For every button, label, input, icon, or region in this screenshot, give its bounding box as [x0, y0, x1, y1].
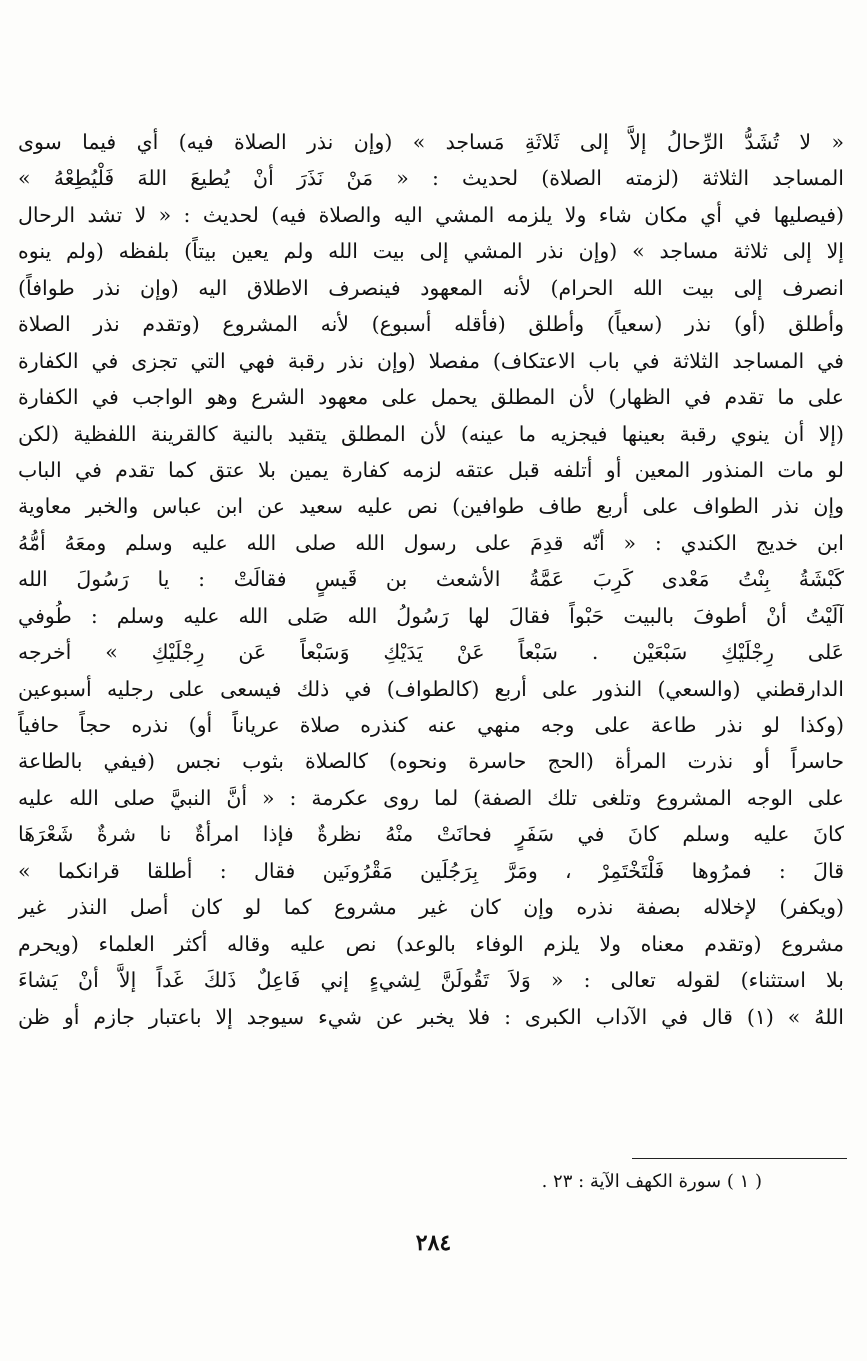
text-line: عَلى رِجْلَيْكِ سَبْعَيْن . سَبْعاً عَنْ يَدَيْكِ وَسَبْعاً عَن رِجْلَيْكِ » أخرجه	[18, 640, 844, 665]
footnote-separator	[632, 1158, 847, 1159]
text-line: على الوجه المشروع وتلغى تلك الصفة) لما روى عكرمة : « أنَّ النبيَّ صلى الله عليه	[18, 785, 844, 810]
text-line: إلا إلى ثلاثة مساجد » (وإن نذر المشي إلى بيت الله ولم يعين بيتاً) بلفظه (ولم ينوه	[18, 239, 844, 264]
text-line: (فيصليها في أي مكان شاء ولا يلزمه المشي اليه والصلاة فيه) لحديث : « لا تشد الرحال	[18, 202, 844, 227]
text-line: المساجد الثلاثة (لزمته الصلاة) لحديث : « مَنْ نَذَرَ أنْ يُطيعَ اللهَ فَلْيُطِعْهُ »	[18, 166, 844, 191]
text-line: وإن نذر الطواف على أربع طاف طوافين) نص عليه سعيد عن ابن عباس والخبر معاوية	[18, 494, 844, 519]
footnote: ( ١ ) سورة الكهف الآية : ٢٣ .	[541, 1171, 762, 1192]
text-line: مشروع (وتقدم معناه ولا يلزم الوفاء بالوعد) نص عليه وقاله أكثر العلماء (ويحرم	[18, 931, 844, 956]
text-line: بلا استثناء) لقوله تعالى : « وَلاَ تَقُولَنَّ لِشيءٍ إني فَاعِلٌ ذَلكَ غَداً إلاَّ أنْ يَشاءَ	[18, 968, 844, 993]
text-line: لو مات المنذور المعين أو أتلفه قبل عتقه لزمه كفارة يمين بلا عتق كما تقدم في الباب	[18, 457, 844, 482]
text-line: اللهُ » (١) قال في الآداب الكبرى : فلا يخبر عن شيء سيوجد إلا باعتبار جازم أو ظن	[18, 1004, 844, 1029]
body-text	[18, 124, 844, 1035]
text-line: حاسراً أو نذرت المرأة (الحج حاسرة ونحوه) كالصلاة بثوب نجس (فيفي بالطاعة	[18, 749, 844, 774]
text-line: « لا تُشَدُّ الرِّحالُ إلاَّ إلى ثَلاثَةِ مَساجد » (وإن نذر الصلاة فيه) أي فيما سوى	[18, 130, 844, 154]
text-line: على ما تقدم في الظهار) لأن المطلق يحمل على معهود الشرع وهو الواجب في الكفارة	[18, 385, 844, 410]
text-line: (إلا أن ينوي رقبة بعينها فيجزيه ما عينه) لأن المطلق يتقيد بالنية كالقرينة اللفظية (لكن	[18, 421, 844, 446]
text-line: قالَ : فمرُوها فَلْتَخْتَمِرْ ، ومَرَّ بِرَجُلَين مَقْرُونَين فقال : أطلقا قرانكما »	[18, 858, 844, 883]
text-line: وأطلق (أو) نذر (سعياً) وأطلق (فأقله أسبوع) لأنه المشروع (وتقدم نذر الصلاة	[18, 312, 844, 337]
text-line: انصرف إلى بيت الله الحرام) لأنه المعهود فينصرف الاطلاق اليه (وإن نذر طوافاً)	[18, 275, 844, 300]
text-line: الدارقطني (والسعي) النذور على أربع (كالطواف) في ذلك فيسعى على رجليه أسبوعين	[18, 676, 844, 701]
page-number: ٢٨٤	[415, 1230, 452, 1256]
text-line: ابن خديج الكندي : « أنّه قدِمَ على رسول الله صلى الله عليه وسلم ومعَهُ أمُّهُ	[18, 530, 844, 555]
text-line: آلَيْتُ أنْ أطوفَ بالبيت حَبْواً فقالَ لها رَسُولُ الله صَلى الله عليه وسلم : طُوفي	[18, 603, 844, 628]
text-line: كانَ عليه وسلم كانَ في سَفَرٍ فحانَتْ منْهُ نظرةٌ فإذا امرأةٌ نا شرةٌ شَعْرَهَا	[18, 822, 844, 847]
text-line: (ويكفر) لإخلاله بصفة نذره وإن كان غير مشروع كما لو كان أصل النذر غير	[18, 895, 844, 920]
text-line: كَبْشَةُ بِنْتُ مَعْدى كَرِبَ عَمَّةُ الأشعث بن قَيسٍ فقالَتْ : يا رَسُولَ الله	[18, 567, 844, 592]
text-line: (وكذا لو نذر طاعة على وجه منهي عنه كنذره صلاة عرياناً أو) نذره حجاً حافياً	[18, 713, 844, 737]
text-line: في المساجد الثلاثة في باب الاعتكاف) مفصلا (وإن نذر رقبة فهي التي تجزى في الكفارة	[18, 348, 844, 373]
